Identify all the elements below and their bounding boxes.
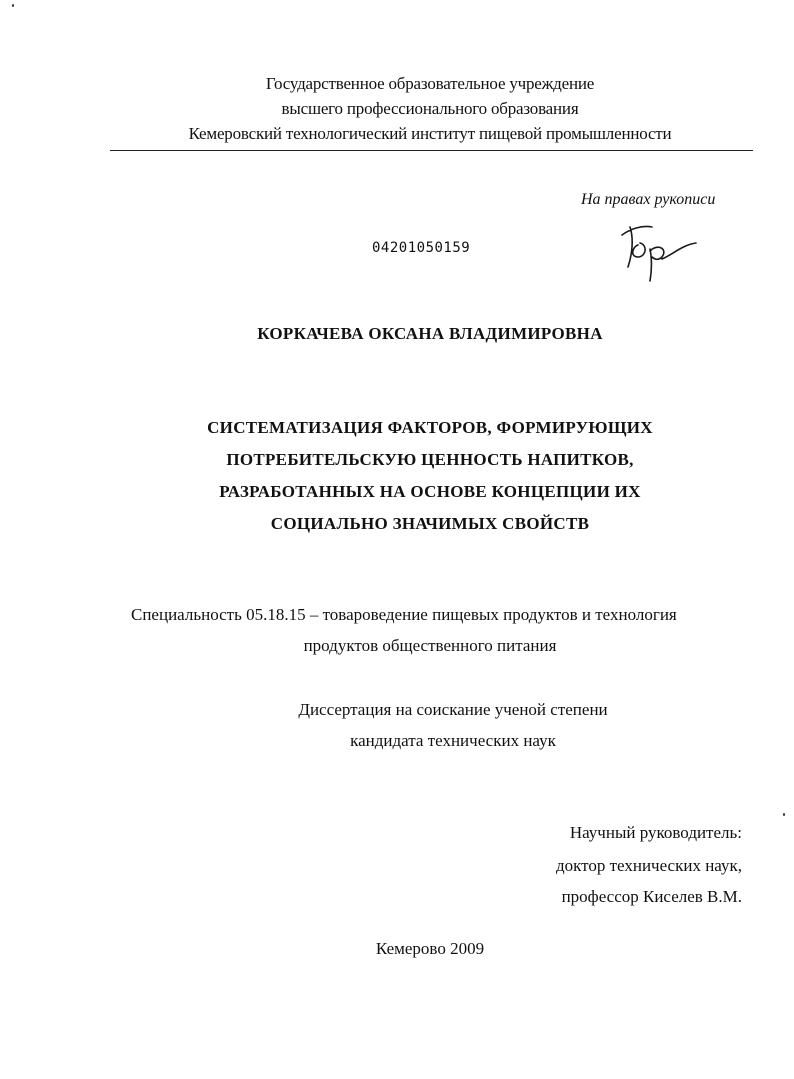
author-name: КОРКАЧЕВА ОКСАНА ВЛАДИМИРОВНА — [257, 324, 603, 343]
thesis-title-line: СОЦИАЛЬНО ЗНАЧИМЫХ СВОЙСТВ — [270, 514, 590, 533]
institution-line-2: высшего профессионального образования — [281, 99, 579, 118]
thesis-title-line: РАЗРАБОТАННЫХ НА ОСНОВЕ КОНЦЕПЦИИ ИХ — [219, 482, 641, 501]
thesis-title-line: ПОТРЕБИТЕЛЬСКУЮ ЦЕННОСТЬ НАПИТКОВ, — [226, 450, 634, 469]
dissertation-degree-line-1: Диссертация на соискание ученой степени — [298, 700, 608, 719]
institution-line-3: Кемеровский технологический институт пищевой промышленности — [188, 124, 672, 143]
thesis-title-line: СИСТЕМАТИЗАЦИЯ ФАКТОРОВ, ФОРМИРУЮЩИХ — [207, 418, 653, 437]
supervisor-degree: доктор технических наук, — [555, 856, 742, 875]
header-divider — [110, 150, 753, 151]
supervisor-label: Научный руководитель: — [569, 823, 742, 842]
specialty-line-2: продуктов общественного питания — [303, 636, 557, 655]
dissertation-degree-line-2: кандидата технических наук — [350, 731, 556, 750]
institution-line-1: Государственное образовательное учреждение — [265, 74, 595, 93]
place-year: Кемерово 2009 — [375, 939, 485, 958]
registration-code: 04201050159 — [372, 240, 471, 256]
supervisor-name: профессор Киселев В.М. — [561, 887, 742, 906]
scan-speck — [783, 813, 785, 816]
specialty-line-1: Специальность 05.18.15 – товароведение пищевых продуктов и технология — [131, 605, 677, 624]
handwritten-signature — [612, 215, 702, 285]
scan-speck — [12, 4, 14, 7]
rights-note: На правах рукописи — [581, 191, 716, 208]
